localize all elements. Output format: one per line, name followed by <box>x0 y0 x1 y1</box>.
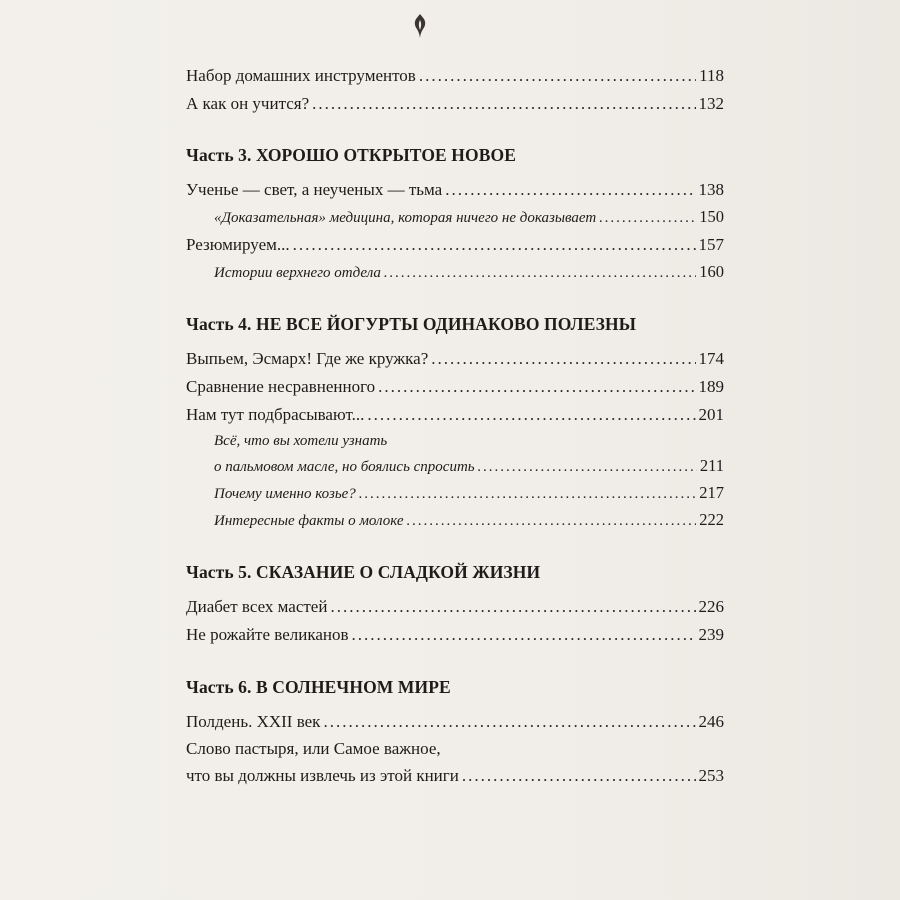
toc-page-number: 246 <box>698 712 724 731</box>
toc-page-number: 132 <box>698 94 724 113</box>
dot-leader <box>419 62 696 90</box>
toc-section <box>186 313 724 534</box>
toc-entry-title: о пальмовом масле, но боялись спросить <box>214 459 475 475</box>
toc-page-number: 138 <box>698 180 724 199</box>
toc-entry-title: Диабет всех мастей <box>186 597 328 616</box>
toc-page-number: 239 <box>698 625 724 644</box>
toc-section <box>186 676 724 790</box>
toc-section <box>186 144 724 286</box>
toc-page-number: 174 <box>698 349 724 368</box>
toc-entry-line: Слово пастыря, или Самое важное, <box>186 739 441 758</box>
dot-leader <box>323 708 695 736</box>
toc-entry <box>186 593 724 621</box>
toc-page-number: 253 <box>698 766 724 785</box>
ornament-icon <box>408 12 432 40</box>
toc-entry <box>186 480 724 507</box>
toc-entry <box>186 401 724 429</box>
toc-page-number: 160 <box>699 262 724 281</box>
toc-entry <box>186 708 724 736</box>
toc-entry-title: Нам тут подбрасывают... <box>186 405 365 424</box>
dot-leader <box>431 345 695 373</box>
dot-leader <box>312 90 695 118</box>
toc-entry-title: Почему именно козье? <box>214 486 356 502</box>
part-heading: Часть 6. В СОЛНЕЧНОМ МИРЕ <box>186 677 451 697</box>
toc-entry <box>186 90 724 118</box>
toc-entry <box>186 176 724 204</box>
toc-entry <box>186 259 724 286</box>
toc-entry <box>186 507 724 534</box>
toc-entry <box>186 204 724 231</box>
dot-leader <box>367 401 695 429</box>
toc-entry-title: А как он учится? <box>186 94 310 113</box>
dot-leader <box>462 762 696 790</box>
toc-section <box>186 62 724 118</box>
dot-leader <box>352 621 696 649</box>
dot-leader <box>407 508 697 534</box>
toc-page-number: 211 <box>699 456 724 475</box>
toc-entry-title: Ученье — свет, а неученых — тьма <box>186 180 443 199</box>
dot-leader <box>293 231 696 259</box>
toc-entry-line: Всё, что вы хотели узнать <box>214 433 388 449</box>
toc-entry <box>186 373 724 401</box>
toc-entry <box>186 62 724 90</box>
toc-page-number: 157 <box>698 235 724 254</box>
part-heading: Часть 5. СКАЗАНИЕ О СЛАДКОЙ ЖИЗНИ <box>186 562 541 582</box>
toc-entry-title: Резюмируем... <box>186 235 290 254</box>
toc-page-number: 150 <box>699 207 724 226</box>
dot-leader <box>445 176 695 204</box>
toc-section <box>186 561 724 649</box>
toc-entry-title: Выпьем, Эсмарх! Где же кружка? <box>186 349 429 368</box>
toc-page-number: 189 <box>698 377 724 396</box>
toc-entry <box>186 231 724 259</box>
toc-page-number: 226 <box>698 597 724 616</box>
dot-leader <box>478 454 697 480</box>
toc-entry <box>186 453 724 480</box>
toc-entry-title: что вы должны извлечь из этой книги <box>186 766 459 785</box>
toc-entry-title: Сравнение несравненного <box>186 377 376 396</box>
toc-entry-title: Полдень. XXII век <box>186 712 321 731</box>
toc-entry-title: Интересные факты о молоке <box>214 513 404 529</box>
toc-entry-title: Истории верхнего отдела <box>214 265 381 281</box>
dot-leader <box>359 481 696 507</box>
toc-entry <box>186 762 724 790</box>
toc-page-number: 222 <box>699 510 724 529</box>
toc-entry <box>186 621 724 649</box>
toc-entry-title: Не рожайте великанов <box>186 625 349 644</box>
dot-leader <box>384 260 696 286</box>
toc-entry-title: Набор домашних инструментов <box>186 66 416 85</box>
toc-page-number: 217 <box>699 483 724 502</box>
toc-entry-title: «Доказательная» медицина, которая ничего не доказывает <box>214 210 597 226</box>
part-heading: Часть 4. НЕ ВСЕ ЙОГУРТЫ ОДИНАКОВО ПОЛЕЗНЫ <box>186 314 637 334</box>
toc-entry <box>186 345 724 373</box>
dot-leader <box>599 205 696 231</box>
dot-leader <box>330 593 695 621</box>
table-of-contents <box>186 62 724 790</box>
dot-leader <box>378 373 695 401</box>
toc-page-number: 201 <box>698 405 724 424</box>
part-heading: Часть 3. ХОРОШО ОТКРЫТОЕ НОВОЕ <box>186 145 516 165</box>
toc-page-number: 118 <box>699 66 724 85</box>
